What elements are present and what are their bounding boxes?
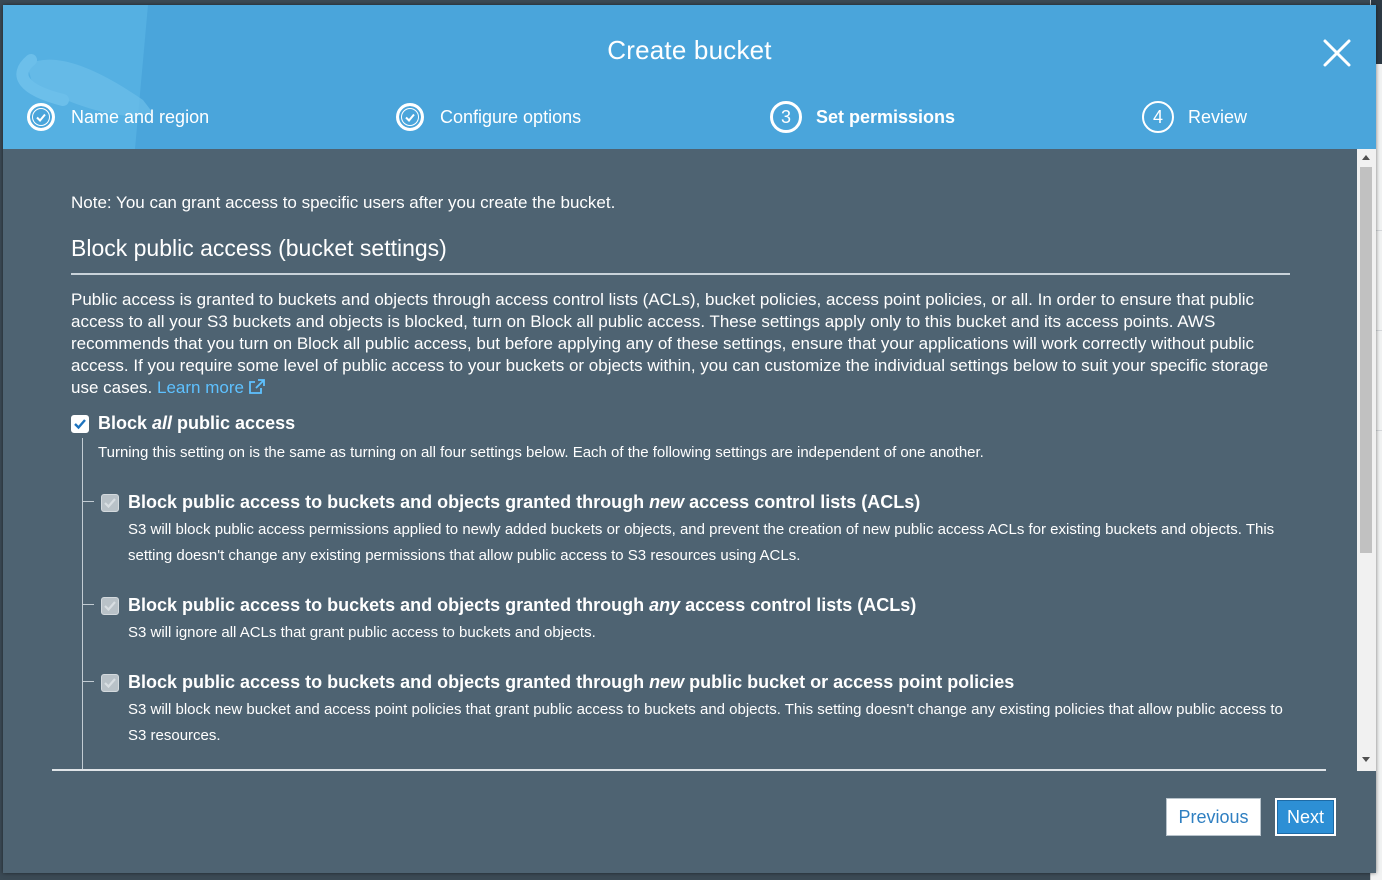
label-emphasis: new (649, 492, 685, 512)
label-emphasis: new (649, 672, 685, 692)
previous-button[interactable]: Previous (1166, 798, 1261, 836)
external-link-icon (248, 379, 266, 395)
section-title: Block public access (bucket settings) (71, 235, 447, 261)
label-part: access control lists (ACLs) (680, 595, 917, 615)
block-all-label (98, 413, 295, 434)
label-part: Block public access to buckets and objects granted through (128, 492, 650, 512)
checkmark-icon (103, 496, 117, 510)
close-icon (1321, 37, 1353, 69)
option-label (128, 492, 920, 513)
close-button[interactable] (1321, 37, 1353, 69)
option-new-policies (101, 672, 1288, 749)
option-new-acls (101, 492, 1288, 569)
label-part: Block public access to buckets and objects granted through (128, 595, 650, 615)
option-checkbox[interactable] (101, 494, 119, 512)
tree-branch (82, 604, 94, 605)
step-set-permissions[interactable] (770, 101, 955, 133)
checkmark-icon (103, 599, 117, 613)
option-help: S3 will block new bucket and access point policies that grant public access to buckets and objects. This setting doesn't change any existing policies that allow public access to S3 resources. (128, 701, 1283, 744)
option-label (128, 595, 916, 616)
description (71, 289, 1299, 399)
content-scrollbar[interactable] (1357, 149, 1376, 771)
note-text: Note: You can grant access to specific users after you create the bucket. (71, 193, 616, 212)
step-label: Set permissions (816, 106, 956, 127)
section-divider (71, 273, 1290, 275)
create-bucket-modal (3, 5, 1376, 873)
checkmark-icon (396, 103, 424, 131)
description-text: Public access is granted to buckets and objects through access control lists (ACLs), bucket policies, access point policies, or all. In order to ensure that public access to all your S3 buckets and objects is blocked, turn on Block all public access. These settings apply only to this bucket and its access points. AWS recommends that you turn on Block all public access, but before applying any of these settings, ensure that your applications will work correctly without public access. If you require some level of public access to your buckets or objects within, you can customize the individual settings below to suit your specific storage use cases. (71, 290, 1269, 397)
label-part: access control lists (ACLs) (684, 492, 921, 512)
option-help: S3 will ignore all ACLs that grant public access to buckets and objects. (128, 624, 596, 641)
step-label: Name and region (71, 106, 210, 127)
scroll-up-icon[interactable] (1362, 155, 1370, 160)
next-button[interactable]: Next (1275, 798, 1336, 836)
step-label: Review (1188, 106, 1248, 127)
checkmark-icon (73, 417, 87, 431)
label-part: Block (98, 413, 153, 433)
label-part: public bucket or access point policies (684, 672, 1015, 692)
option-help: S3 will block public access permissions applied to newly added buckets or objects, and prevent the creation of new public access ACLs for existing buckets and objects. This setting doesn't change any existing permissions that allow public access to S3 resources using ACLs. (128, 521, 1275, 564)
option-checkbox[interactable] (101, 597, 119, 615)
learn-more-link[interactable] (157, 378, 266, 397)
step-number: 4 (1142, 101, 1174, 133)
scrollbar-thumb[interactable] (1360, 167, 1372, 553)
label-emphasis: any (649, 595, 681, 615)
block-all-public-access[interactable] (71, 413, 295, 434)
option-label (128, 672, 1014, 693)
step-number: 3 (770, 101, 802, 133)
option-any-acls (101, 595, 1288, 646)
step-configure-options[interactable] (396, 101, 581, 133)
step-name-and-region[interactable] (27, 101, 209, 133)
scroll-down-icon[interactable] (1362, 757, 1370, 762)
modal-title: Create bucket (607, 35, 772, 65)
label-emphasis: all (152, 413, 173, 433)
tree-branch (82, 501, 94, 502)
learn-more-label: Learn more (157, 378, 244, 397)
tree-branch (82, 681, 94, 682)
option-checkbox[interactable] (101, 674, 119, 692)
label-part: public access (172, 413, 296, 433)
footer-divider (52, 769, 1326, 771)
label-part: Block public access to buckets and objects granted through (128, 672, 650, 692)
checkmark-icon (103, 676, 117, 690)
block-all-help: Turning this setting on is the same as turning on all four settings below. Each of the following settings are independent of one another. (98, 444, 984, 461)
block-all-checkbox[interactable] (71, 415, 89, 433)
checkmark-icon (27, 103, 55, 131)
step-label: Configure options (440, 106, 582, 127)
modal-header (3, 5, 1376, 149)
step-review[interactable] (1142, 101, 1247, 133)
modal-content (3, 149, 1356, 769)
